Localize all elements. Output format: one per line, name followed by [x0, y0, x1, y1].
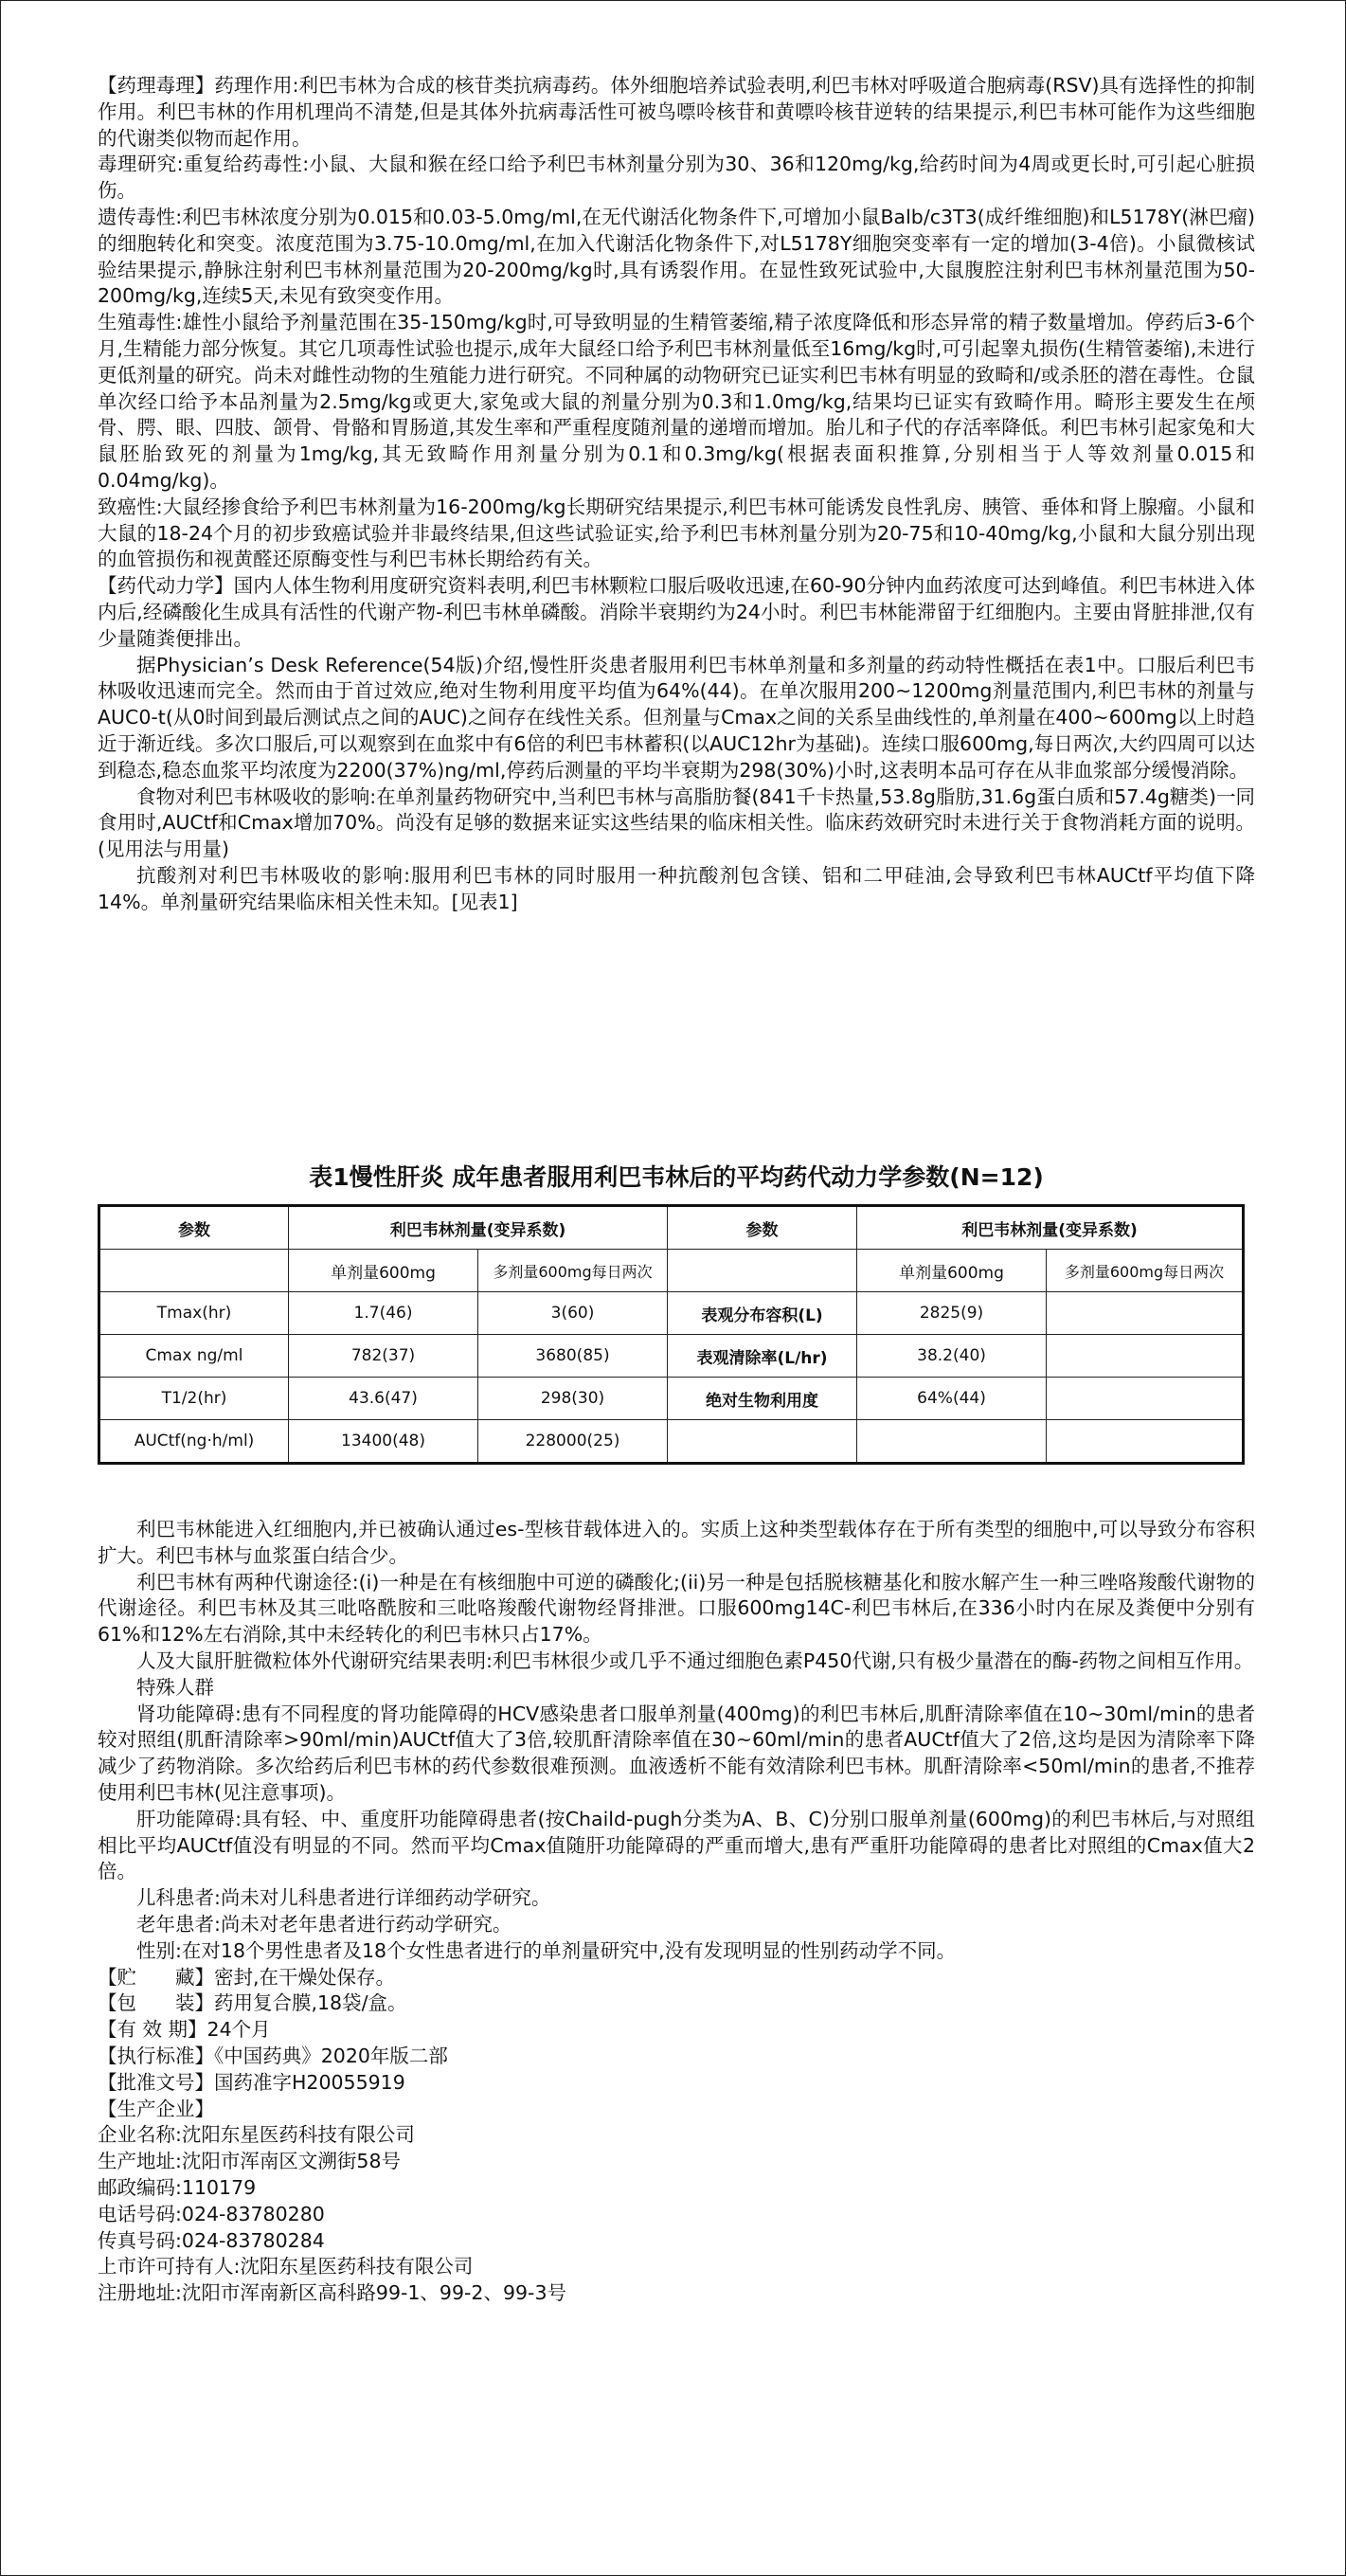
- genotoxicity-paragraph: 遗传毒性:利巴韦林浓度分别为0.015和0.03-5.0mg/ml,在无代谢活化物条件下,可增加小鼠Balb/c3T3(成纤维细胞)和L5178Y(淋巴瘤)的细胞转化和突变。浓度范围为3.75-10.0mg/ml,在加入代谢活化物条件下,对L5178Y细胞突变率有一定的增加(3-4倍)。小鼠微核试验结果提示,静脉注射利巴韦林剂量范围为20-200mg/kg时,具有诱裂作用。在显性致死试验中,大鼠腹腔注射利巴韦林剂量范围为50-200mg/kg,连续5天,未见有致突变作用。: [98, 205, 1256, 308]
- special-populations-heading: 特殊人群: [136, 1675, 214, 1699]
- value-cell: 228000(25): [478, 1420, 668, 1464]
- gender-paragraph: 性别:在对18个男性患者及18个女性患者进行的单剂量研究中,没有发现明显的性别药动学不同。: [136, 1938, 957, 1962]
- renal-paragraph: 肾功能障碍:患有不同程度的肾功能障碍的HCV感染患者口服单剂量(400mg)的利巴韦林后,肌酐清除率值在10~30ml/min的患者较对照组(肌酐清除率>90ml/min)AUCtf值大了3倍,较肌酐清除率值在30~60ml/min的患者AUCtf值大了2倍,这均是因为清除率下降减少了药物消除。多次给药后利巴韦林的药代参数很难预测。血液透析不能有效清除利巴韦林。肌酐清除率<50ml/min的患者,不推荐使用利巴韦林(见注意事项)。: [98, 1702, 1255, 1804]
- single-dose-header: 单剂量600mg: [289, 1250, 478, 1292]
- param-cell: Tmax(hr): [99, 1292, 289, 1335]
- table-row: [99, 1420, 1244, 1464]
- microsome-paragraph: 人及大鼠肝脏微粒体外代谢研究结果表明:利巴韦林很少或几乎不通过细胞色素P450代谢,只有极少量潜在的酶-药物之间相互作用。: [136, 1648, 1254, 1672]
- param-cell: 表观分布容积(L): [668, 1292, 857, 1335]
- manufacturer-heading: 【生产企业】: [98, 2097, 214, 2120]
- reproductive-toxicity-paragraph: 生殖毒性:雄性小鼠给予剂量范围在35-150mg/kg时,可导致明显的生精管萎缩,精子浓度降低和形态异常的精子数量增加。停药后3-6个月,生精能力部分恢复。其它几项毒性试验也提示,成年大鼠经口给予利巴韦林剂量低至16mg/kg时,可引起睾丸损伤(生精管萎缩),未进行更低剂量的研究。尚未对雌性动物的生殖能力进行研究。不同种属的动物研究已证实利巴韦林有明显的致畸和/或杀胚的潜在毒性。仓鼠单次经口给予本品剂量为2.5mg/kg或更大,家兔或大鼠的剂量分别为0.3和1.0mg/kg,结果均已证实有致畸作用。畸形主要发生在颅骨、腭、眼、四肢、颌骨、骨骼和胃肠道,其发生率和严重程度随剂量的递增而增加。胎儿和子代的存活率降低。利巴韦林引起家兔和大鼠胚胎致死的剂量为1mg/kg,其无致畸作用剂量分别为0.1和0.3mg/kg(根据表面积推算,分别相当于人等效剂量0.015和0.04mg/kg)。: [98, 311, 1255, 492]
- multi-dose-header: 多剂量600mg每日两次: [1047, 1250, 1244, 1292]
- registered-address-line: 注册地址:沈阳市浑南新区高科路99-1、99-2、99-3号: [98, 2281, 566, 2305]
- value-cell: 298(30): [478, 1378, 668, 1420]
- antacid-paragraph: 抗酸剂对利巴韦林吸收的影响:服用利巴韦林的同时服用一种抗酸剂包含镁、铝和二甲硅油,会导致利巴韦林AUCtf平均值下降14%。单剂量研究结果临床相关性未知。[见表1]: [98, 863, 1255, 913]
- table-row: [99, 1292, 1244, 1335]
- elderly-paragraph: 老年患者:尚未对老年患者进行药动学研究。: [136, 1912, 512, 1936]
- table-row: [99, 1335, 1244, 1378]
- company-name-line: 企业名称:沈阳东星医药科技有限公司: [98, 2123, 415, 2147]
- value-cell: 13400(48): [289, 1420, 478, 1464]
- approval-number-line: 【批准文号】国药准字H20055919: [98, 2070, 405, 2094]
- param-cell: AUCtf(ng·h/ml): [99, 1420, 289, 1464]
- param-cell: 绝对生物利用度: [668, 1378, 857, 1420]
- param-cell: T1/2(hr): [99, 1378, 289, 1420]
- value-cell: 38.2(40): [857, 1335, 1047, 1378]
- dose-header: 利巴韦林剂量(变异系数): [289, 1206, 668, 1250]
- pharmacokinetics-paragraph: 【药代动力学】国内人体生物利用度研究资料表明,利巴韦林颗粒口服后吸收迅速,在60-90分钟内血药浓度可达到峰值。利巴韦林进入体内后,经磷酸化生成具有活性的代谢产物-利巴韦林单磷酸。消除半衰期约为24小时。利巴韦林能滞留于红细胞内。主要由肾脏排泄,仅有少量随粪便排出。: [98, 574, 1255, 650]
- value-cell: [1047, 1378, 1244, 1420]
- value-cell: 2825(9): [857, 1292, 1047, 1335]
- license-holder-line: 上市许可持有人:沈阳东星医药科技有限公司: [98, 2255, 474, 2279]
- param-cell: Cmax ng/ml: [99, 1335, 289, 1378]
- pediatric-paragraph: 儿科患者:尚未对儿科患者进行详细药动学研究。: [136, 1886, 551, 1910]
- value-cell: 3(60): [478, 1292, 668, 1335]
- production-address-line: 生产地址:沈阳市浑南区文溯街58号: [98, 2150, 401, 2173]
- value-cell: 1.7(46): [289, 1292, 478, 1335]
- table-header-row: [99, 1206, 1244, 1250]
- dose-header: 利巴韦林剂量(变异系数): [857, 1206, 1244, 1250]
- shelf-life-line: 【有 效 期】24个月: [98, 2018, 271, 2042]
- metabolism-paragraph: 利巴韦林有两种代谢途径:(i)一种是在有核细胞中可逆的磷酸化;(ii)另一种是包括脱核糖基化和胺水解产生一种三唑咯羧酸代谢物的代谢途径。利巴韦林及其三吡咯酰胺和三吡咯羧酸代谢物经肾排泄。口服600mg14C-利巴韦林后,在336小时内在尿及粪便中分别有61%和12%左右消除,其中未经转化的利巴韦林只占17%。: [98, 1570, 1255, 1647]
- upper-text: [98, 73, 1255, 916]
- package-line: 【包 装】药用复合膜,18袋/盒。: [98, 1991, 407, 2015]
- table-title: 表1慢性肝炎 成年患者服用利巴韦林后的平均药代动力学参数(N=12): [309, 1163, 1044, 1191]
- food-effect-paragraph: 食物对利巴韦林吸收的影响:在单剂量药物研究中,当利巴韦林与高脂肪餐(841千卡热量,53.8g脂肪,31.6g蛋白质和57.4g糖类)一同食用时,AUCtf和Cmax增加70%。尚没有足够的数据来证实这些结果的临床相关性。临床药效研究时未进行关于食物消耗方面的说明。(见用法与用量): [98, 784, 1255, 861]
- value-cell: 43.6(47): [289, 1378, 478, 1420]
- hepatic-paragraph: 肝功能障碍:具有轻、中、重度肝功能障碍患者(按Chaild-pugh分类为A、B、C)分别口服单剂量(600mg)的利巴韦林后,与对照组相比平均AUCtf值没有明显的不同。然而平均Cmax值随肝功能障碍的严重而增大,患有严重肝功能障碍的患者比对照组的Cmax值大2倍。: [98, 1807, 1255, 1883]
- storage-line: 【贮 藏】密封,在干燥处保存。: [98, 1965, 396, 1989]
- toxicity-paragraph: 毒理研究:重复给药毒性:小鼠、大鼠和猴在经口给予利巴韦林剂量分别为30、36和120mg/kg,给药时间为4周或更长时,可引起心脏损伤。: [98, 153, 1255, 203]
- fax-line: 传真号码:024-83780284: [98, 2228, 325, 2252]
- single-dose-header: 单剂量600mg: [857, 1250, 1047, 1292]
- param-header: 参数: [99, 1206, 289, 1250]
- pharmacology-paragraph: 【药理毒理】药理作用:利巴韦林为合成的核苷类抗病毒药。体外细胞培养试验表明,利巴韦林对呼吸道合胞病毒(RSV)具有选择性的抑制作用。利巴韦林的作用机理尚不清楚,但是其体外抗病毒活性可被鸟嘌呤核苷和黄嘌呤核苷逆转的结果提示,利巴韦林可能作为这些细胞的代谢类似物而起作用。: [98, 74, 1255, 150]
- value-cell: [1047, 1420, 1244, 1464]
- table-row: [99, 1378, 1244, 1420]
- pk-table: [98, 1204, 1245, 1465]
- param-cell: 表观清除率(L/hr): [668, 1335, 857, 1378]
- phone-line: 电话号码:024-83780280: [98, 2202, 325, 2225]
- value-cell: 64%(44): [857, 1378, 1047, 1420]
- pdr-paragraph: 据Physician’s Desk Reference(54版)介绍,慢性肝炎患者服用利巴韦林单剂量和多剂量的药动特性概括在表1中。口服后利巴韦林吸收迅速而完全。然而由于首过效应,绝对生物利用度平均值为64%(44)。在单次服用200~1200mg剂量范围内,利巴韦林的剂量与AUC0-t(从0时间到最后测试点之间的AUC)之间存在线性关系。但剂量与Cmax之间的关系呈曲线性的,单剂量在400~600mg以上时趋近于渐近线。多次口服后,可以观察到在血浆中有6倍的利巴韦林蓄积(以AUC12hr为基础)。连续口服600mg,每日两次,大约四周可以达到稳态,稳态血浆平均浓度为2200(37%)ng/ml,停药后测量的平均半衰期为298(30%)小时,这表明本品可存在从非血浆部分缓慢消除。: [98, 653, 1255, 782]
- param-cell: [668, 1420, 857, 1464]
- table-subheader-row: [99, 1250, 1244, 1292]
- postal-code-line: 邮政编码:110179: [98, 2175, 257, 2199]
- value-cell: [857, 1420, 1047, 1464]
- carcinogenicity-paragraph: 致癌性:大鼠经掺食给予利巴韦林剂量为16-200mg/kg长期研究结果提示,利巴韦林可能诱发良性乳房、胰管、垂体和肾上腺瘤。小鼠和大鼠的18-24个月的初步致癌试验并非最终结果,但这些试验证实,给予利巴韦林剂量分别为20-75和10-40mg/kg,小鼠和大鼠分别出现的血管损伤和视黄醛还原酶变性与利巴韦林长期给药有关。: [98, 495, 1255, 571]
- standard-line: 【执行标准】《中国药典》2020年版二部: [98, 2044, 448, 2067]
- value-cell: [1047, 1292, 1244, 1335]
- param-header: 参数: [668, 1206, 857, 1250]
- value-cell: 782(37): [289, 1335, 478, 1378]
- multi-dose-header: 多剂量600mg每日两次: [478, 1250, 668, 1292]
- rbc-paragraph: 利巴韦林能进入红细胞内,并已被确认通过es-型核苷载体进入的。实质上这种类型载体存在于所有类型的细胞中,可以导致分布容积扩大。利巴韦林与血浆蛋白结合少。: [98, 1518, 1255, 1567]
- lower-text: [98, 1517, 1255, 2307]
- value-cell: [1047, 1335, 1244, 1378]
- value-cell: 3680(85): [478, 1335, 668, 1378]
- product-info: [98, 1965, 1255, 2307]
